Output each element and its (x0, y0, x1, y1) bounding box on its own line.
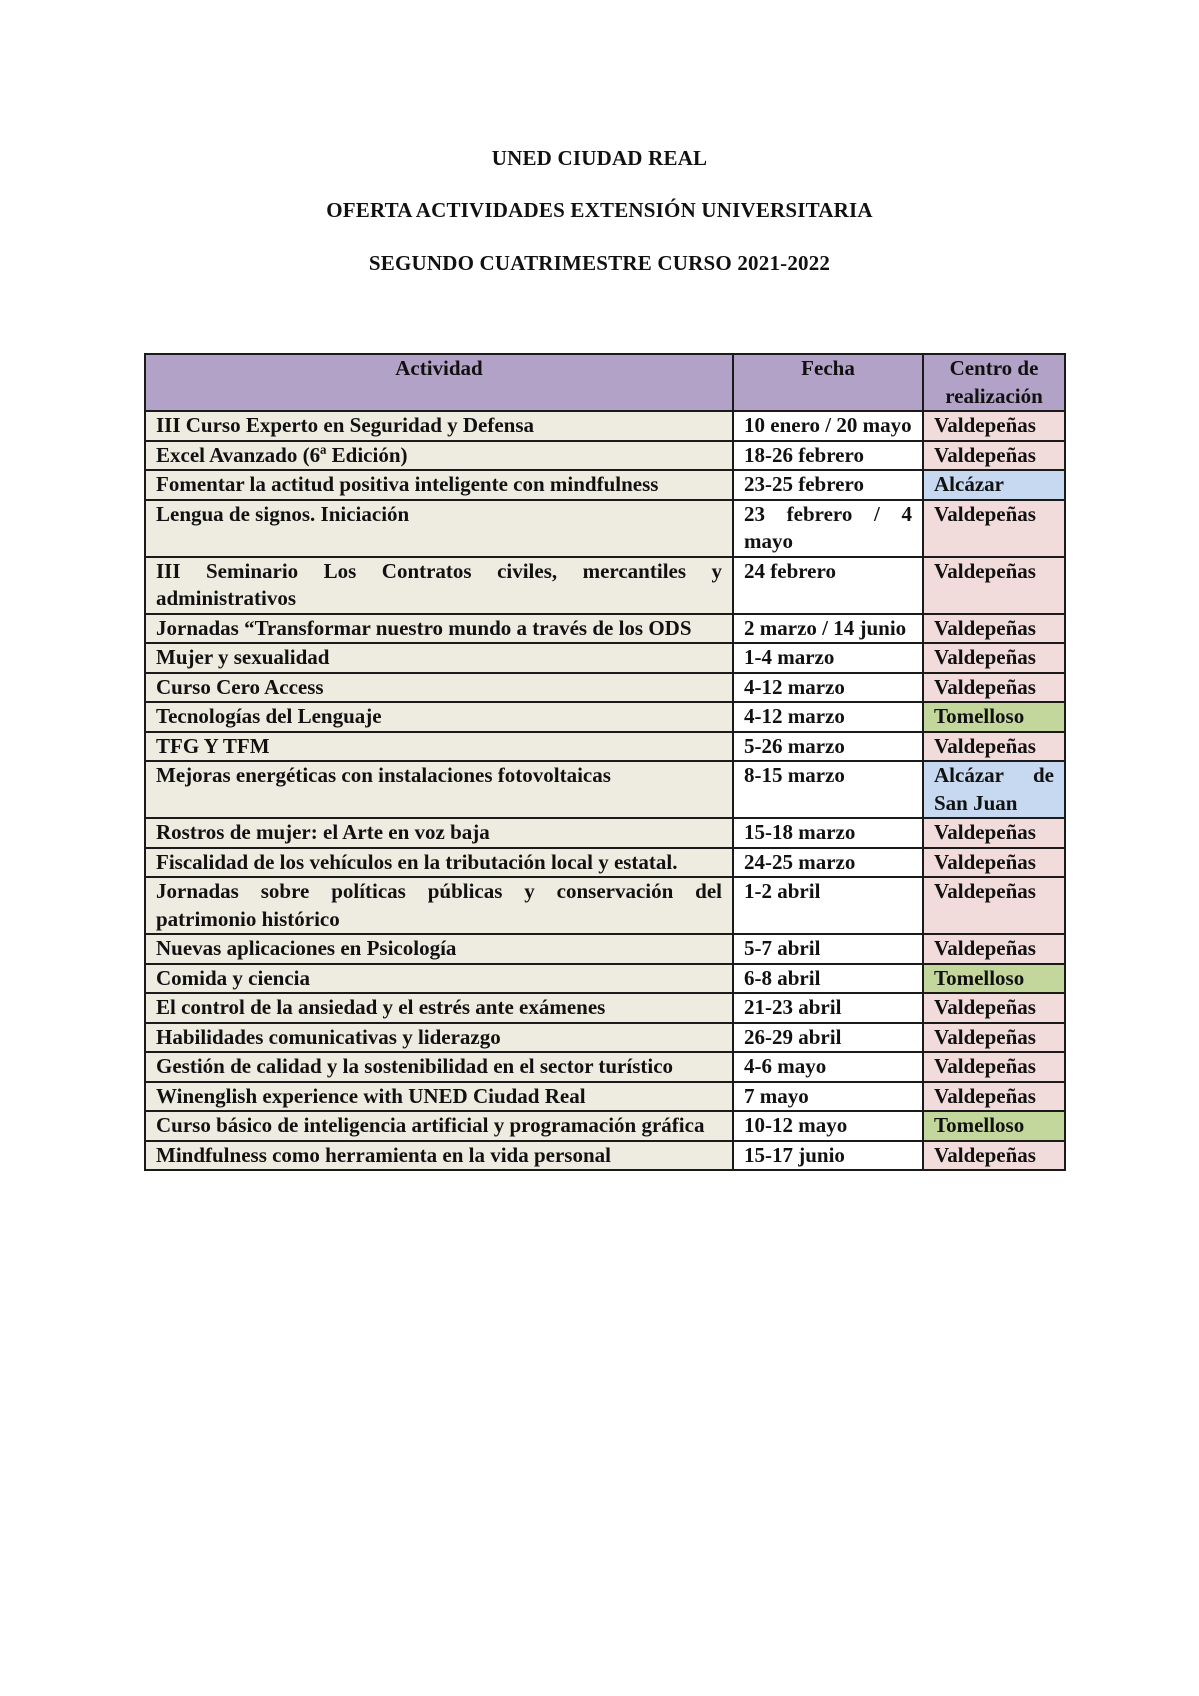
date-cell: 24 febrero (733, 557, 923, 614)
date-cell: 23 febrero / 4 mayo (733, 500, 923, 557)
center-cell: Valdepeñas (923, 614, 1065, 644)
table-row (145, 411, 1065, 441)
activity-cell: Winenglish experience with UNED Ciudad Real (145, 1082, 733, 1112)
center-cell: Valdepeñas (923, 934, 1065, 964)
date-cell: 24-25 marzo (733, 848, 923, 878)
table-row (145, 1023, 1065, 1053)
center-cell: Tomelloso (923, 1111, 1065, 1141)
center-cell: Valdepeñas (923, 1082, 1065, 1112)
center-cell: Valdepeñas (923, 993, 1065, 1023)
center-cell: Valdepeñas (923, 557, 1065, 614)
activity-cell: Gestión de calidad y la sostenibilidad en el sector turístico (145, 1052, 733, 1082)
table-row (145, 877, 1065, 934)
table-row (145, 818, 1065, 848)
center-cell: Valdepeñas (923, 877, 1065, 934)
activity-cell: Rostros de mujer: el Arte en voz baja (145, 818, 733, 848)
table-row (145, 934, 1065, 964)
activity-cell: Habilidades comunicativas y liderazgo (145, 1023, 733, 1053)
date-cell: 8-15 marzo (733, 761, 923, 818)
column-header-activity: Actividad (145, 354, 733, 411)
date-cell: 18-26 febrero (733, 441, 923, 471)
center-cell: Valdepeñas (923, 500, 1065, 557)
center-cell: Alcázar (923, 470, 1065, 500)
activity-cell: Jornadas “Transformar nuestro mundo a través de los ODS (145, 614, 733, 644)
table-body (145, 411, 1065, 1170)
column-header-date: Fecha (733, 354, 923, 411)
table-row (145, 1111, 1065, 1141)
center-cell: Valdepeñas (923, 1052, 1065, 1082)
activity-cell: Jornadas sobre políticas públicas y conservación del patrimonio histórico (145, 877, 733, 934)
table-row (145, 470, 1065, 500)
date-cell: 26-29 abril (733, 1023, 923, 1053)
date-cell: 15-18 marzo (733, 818, 923, 848)
date-cell: 2 marzo / 14 junio (733, 614, 923, 644)
table-row (145, 1052, 1065, 1082)
date-cell: 5-7 abril (733, 934, 923, 964)
activity-cell: Tecnologías del Lenguaje (145, 702, 733, 732)
activity-cell: III Curso Experto en Seguridad y Defensa (145, 411, 733, 441)
activity-cell: Fomentar la actitud positiva inteligente con mindfulness (145, 470, 733, 500)
center-cell: Valdepeñas (923, 441, 1065, 471)
date-cell: 4-12 marzo (733, 702, 923, 732)
table-row (145, 964, 1065, 994)
center-cell: Valdepeñas (923, 1141, 1065, 1171)
activity-cell: III Seminario Los Contratos civiles, mercantiles y administrativos (145, 557, 733, 614)
table-row (145, 702, 1065, 732)
center-cell: Valdepeñas (923, 643, 1065, 673)
activity-cell: Lengua de signos. Iniciación (145, 500, 733, 557)
table-row (145, 643, 1065, 673)
table-row (145, 441, 1065, 471)
document-subtitle: OFERTA ACTIVIDADES EXTENSIÓN UNIVERSITARIA (326, 198, 873, 222)
center-cell: Valdepeñas (923, 1023, 1065, 1053)
table-row (145, 614, 1065, 644)
center-cell: Tomelloso (923, 702, 1065, 732)
center-cell: Valdepeñas (923, 818, 1065, 848)
date-cell: 23-25 febrero (733, 470, 923, 500)
table-header-row (145, 354, 1065, 411)
activity-cell: Curso básico de inteligencia artificial y programación gráfica (145, 1111, 733, 1141)
column-header-center: Centro de realización (923, 354, 1065, 411)
activity-cell: Comida y ciencia (145, 964, 733, 994)
activity-cell: Mujer y sexualidad (145, 643, 733, 673)
activity-cell: Mindfulness como herramienta en la vida personal (145, 1141, 733, 1171)
activity-cell: Excel Avanzado (6ª Edición) (145, 441, 733, 471)
table-row (145, 848, 1065, 878)
table-row (145, 993, 1065, 1023)
center-cell: Valdepeñas (923, 732, 1065, 762)
center-cell: Alcázar de San Juan (923, 761, 1065, 818)
date-cell: 7 mayo (733, 1082, 923, 1112)
activity-cell: TFG Y TFM (145, 732, 733, 762)
date-cell: 1-2 abril (733, 877, 923, 934)
activity-cell: Mejoras energéticas con instalaciones fotovoltaicas (145, 761, 733, 818)
date-cell: 10-12 mayo (733, 1111, 923, 1141)
center-cell: Valdepeñas (923, 411, 1065, 441)
date-cell: 4-6 mayo (733, 1052, 923, 1082)
activity-cell: Nuevas aplicaciones en Psicología (145, 934, 733, 964)
table-row (145, 1141, 1065, 1171)
center-cell: Tomelloso (923, 964, 1065, 994)
date-cell: 4-12 marzo (733, 673, 923, 703)
table-row (145, 1082, 1065, 1112)
document-title: UNED CIUDAD REAL (491, 146, 708, 170)
activity-cell: El control de la ansiedad y el estrés ante exámenes (145, 993, 733, 1023)
table-row (145, 500, 1065, 557)
document-period: SEGUNDO CUATRIMESTRE CURSO 2021-2022 (368, 251, 831, 275)
center-cell: Valdepeñas (923, 848, 1065, 878)
table-row (145, 761, 1065, 818)
activity-cell: Fiscalidad de los vehículos en la tributación local y estatal. (145, 848, 733, 878)
activities-table (144, 353, 1066, 1171)
table-row (145, 557, 1065, 614)
date-cell: 15-17 junio (733, 1141, 923, 1171)
activity-cell: Curso Cero Access (145, 673, 733, 703)
date-cell: 1-4 marzo (733, 643, 923, 673)
date-cell: 10 enero / 20 mayo (733, 411, 923, 441)
center-cell: Valdepeñas (923, 673, 1065, 703)
date-cell: 5-26 marzo (733, 732, 923, 762)
date-cell: 21-23 abril (733, 993, 923, 1023)
table-row (145, 732, 1065, 762)
table-row (145, 673, 1065, 703)
date-cell: 6-8 abril (733, 964, 923, 994)
